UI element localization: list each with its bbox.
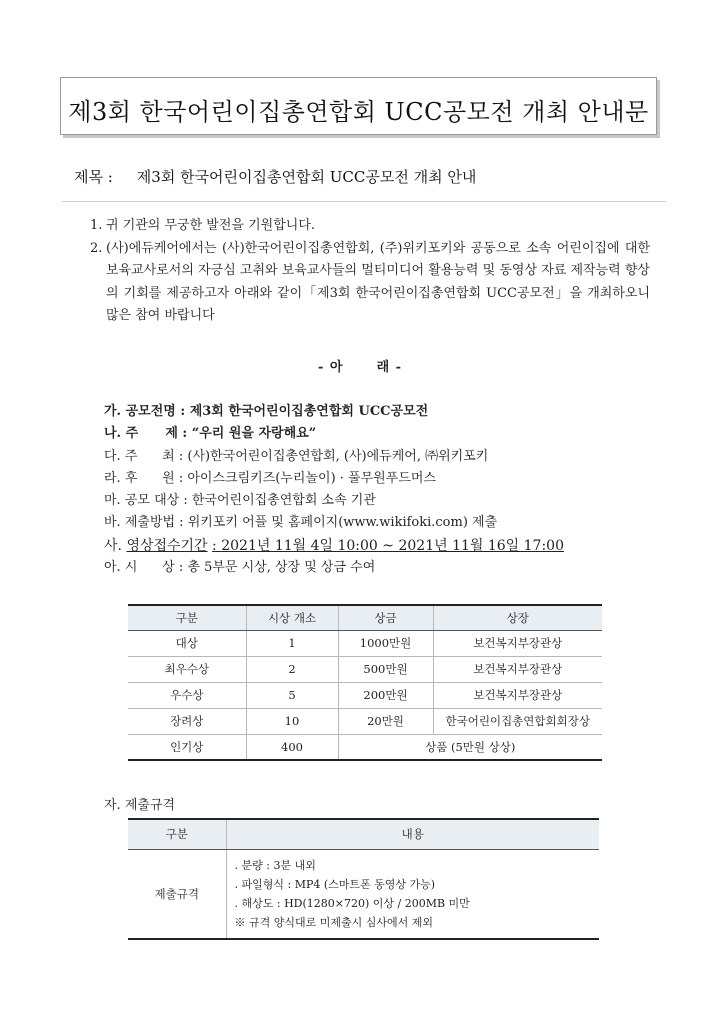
period-prefix: 사. xyxy=(104,537,122,554)
table-cell: 400 xyxy=(246,734,338,760)
table-cell: 인기상 xyxy=(128,734,246,760)
detail-theme: 나. 주 제 : “우리 원을 자랑해요” xyxy=(104,426,317,442)
detail-host: 다. 주 최 : (사)한국어린이집총연합회, (사)에듀케어, ㈜위키포키 xyxy=(104,448,489,464)
intro-number: 1. xyxy=(90,218,103,233)
intro-item xyxy=(90,238,650,328)
table-row xyxy=(128,682,602,708)
table-cell: 보건복지부장관상 xyxy=(433,630,602,656)
period-label: 영상접수기간 xyxy=(126,537,208,554)
period-value: 2021년 11월 4일 10:00 ~ 2021년 11월 16일 17:00 xyxy=(221,537,564,554)
table-cell: 500만원 xyxy=(338,656,433,682)
title-box xyxy=(60,77,657,135)
detail-period: 사. 영상접수기간 : 2021년 11월 4일 10:00 ~ 2021년 11월 16일 17:00 xyxy=(104,537,564,554)
table-row xyxy=(128,630,602,656)
table-cell: 2 xyxy=(246,656,338,682)
table-cell: 보건복지부장관상 xyxy=(433,656,602,682)
below-heading: - 아 래 - xyxy=(317,360,403,375)
header-cell: 구분 xyxy=(128,819,226,849)
table-cell: 한국어린이집총연합회회장상 xyxy=(433,708,602,734)
detail-submission-method: 바. 제출방법 : 위키포키 어플 및 홈페이지(www.wikifoki.com) 제출 xyxy=(104,515,498,531)
intro-text: (사)에듀케어에서는 (사)한국어린이집총연합회, (주)위키포키와 공동으로 소속 어린이집에 대한 보육교사로서의 자긍심 고취와 보육교사들의 멀티미디어 활용능력 및 동영상 자료 제작능력 향상의 기회를 제공하고자 아래와 같이「제3회 한국어린이집총연합회 UCC공모전」을 개최하오니 많은 참여 바랍니다 xyxy=(106,240,650,323)
table-cell: 우수상 xyxy=(128,682,246,708)
rules-line: . 분량 : 3분 내외 xyxy=(234,858,316,872)
intro-list xyxy=(90,215,650,328)
table-cell: 10 xyxy=(246,708,338,734)
rules-line: . 파일형식 : MP4 (스마트폰 동영상 가능) xyxy=(234,877,436,891)
intro-text: 귀 기관의 무궁한 발전을 기원합니다. xyxy=(106,218,316,233)
rules-line: ※ 규격 양식대로 미제출시 심사에서 제외 xyxy=(234,915,433,929)
detail-sponsor: 라. 후 원 : 아이스크림키즈(누리놀이) · 풀무원푸드머스 xyxy=(104,470,436,486)
table-cell: 1000만원 xyxy=(338,630,433,656)
subject-line xyxy=(74,166,476,187)
document-title: 제3회 한국어린이집총연합회 UCC공모전 개최 안내문 xyxy=(68,98,649,126)
table-cell: 대상 xyxy=(128,630,246,656)
table-row xyxy=(128,734,602,760)
detail-awards: 아. 시 상 : 총 5부문 시상, 상장 및 상금 수여 xyxy=(104,560,376,576)
header-cell: 시상 개소 xyxy=(246,605,338,630)
table-cell: 제출규격 xyxy=(128,849,226,939)
detail-contest-name: 가. 공모전명 : 제3회 한국어린이집총연합회 UCC공모전 xyxy=(104,404,429,419)
rules-content xyxy=(226,849,599,939)
divider xyxy=(62,201,666,202)
table-cell: 보건복지부장관상 xyxy=(433,682,602,708)
table-row xyxy=(128,656,602,682)
table-cell: 최우수상 xyxy=(128,656,246,682)
rules-table xyxy=(128,818,599,940)
detail-list xyxy=(104,401,624,579)
header-cell: 내용 xyxy=(226,819,599,849)
intro-number: 2. xyxy=(90,240,103,256)
header-cell: 상장 xyxy=(433,605,602,630)
header-cell: 상금 xyxy=(338,605,433,630)
rules-table-header xyxy=(128,819,599,849)
table-cell: 상품 (5만원 상상) xyxy=(338,734,602,760)
table-row xyxy=(128,849,599,939)
rules-line: . 해상도 : HD(1280×720) 이상 / 200MB 미만 xyxy=(234,896,470,910)
table-cell: 5 xyxy=(246,682,338,708)
subject-label: 제목 : xyxy=(74,168,113,186)
header-cell: 구분 xyxy=(128,605,246,630)
award-table xyxy=(128,604,602,761)
award-table-header xyxy=(128,605,602,630)
table-cell: 20만원 xyxy=(338,708,433,734)
table-cell: 1 xyxy=(246,630,338,656)
rules-heading: 자. 제출규격 xyxy=(104,798,176,813)
detail-target: 마. 공모 대상 : 한국어린이집총연합회 소속 기관 xyxy=(104,493,376,509)
table-row xyxy=(128,708,602,734)
subject-text: 제3회 한국어린이집총연합회 UCC공모전 개최 안내 xyxy=(136,168,477,186)
table-cell: 200만원 xyxy=(338,682,433,708)
table-cell: 장려상 xyxy=(128,708,246,734)
intro-item xyxy=(90,215,650,238)
